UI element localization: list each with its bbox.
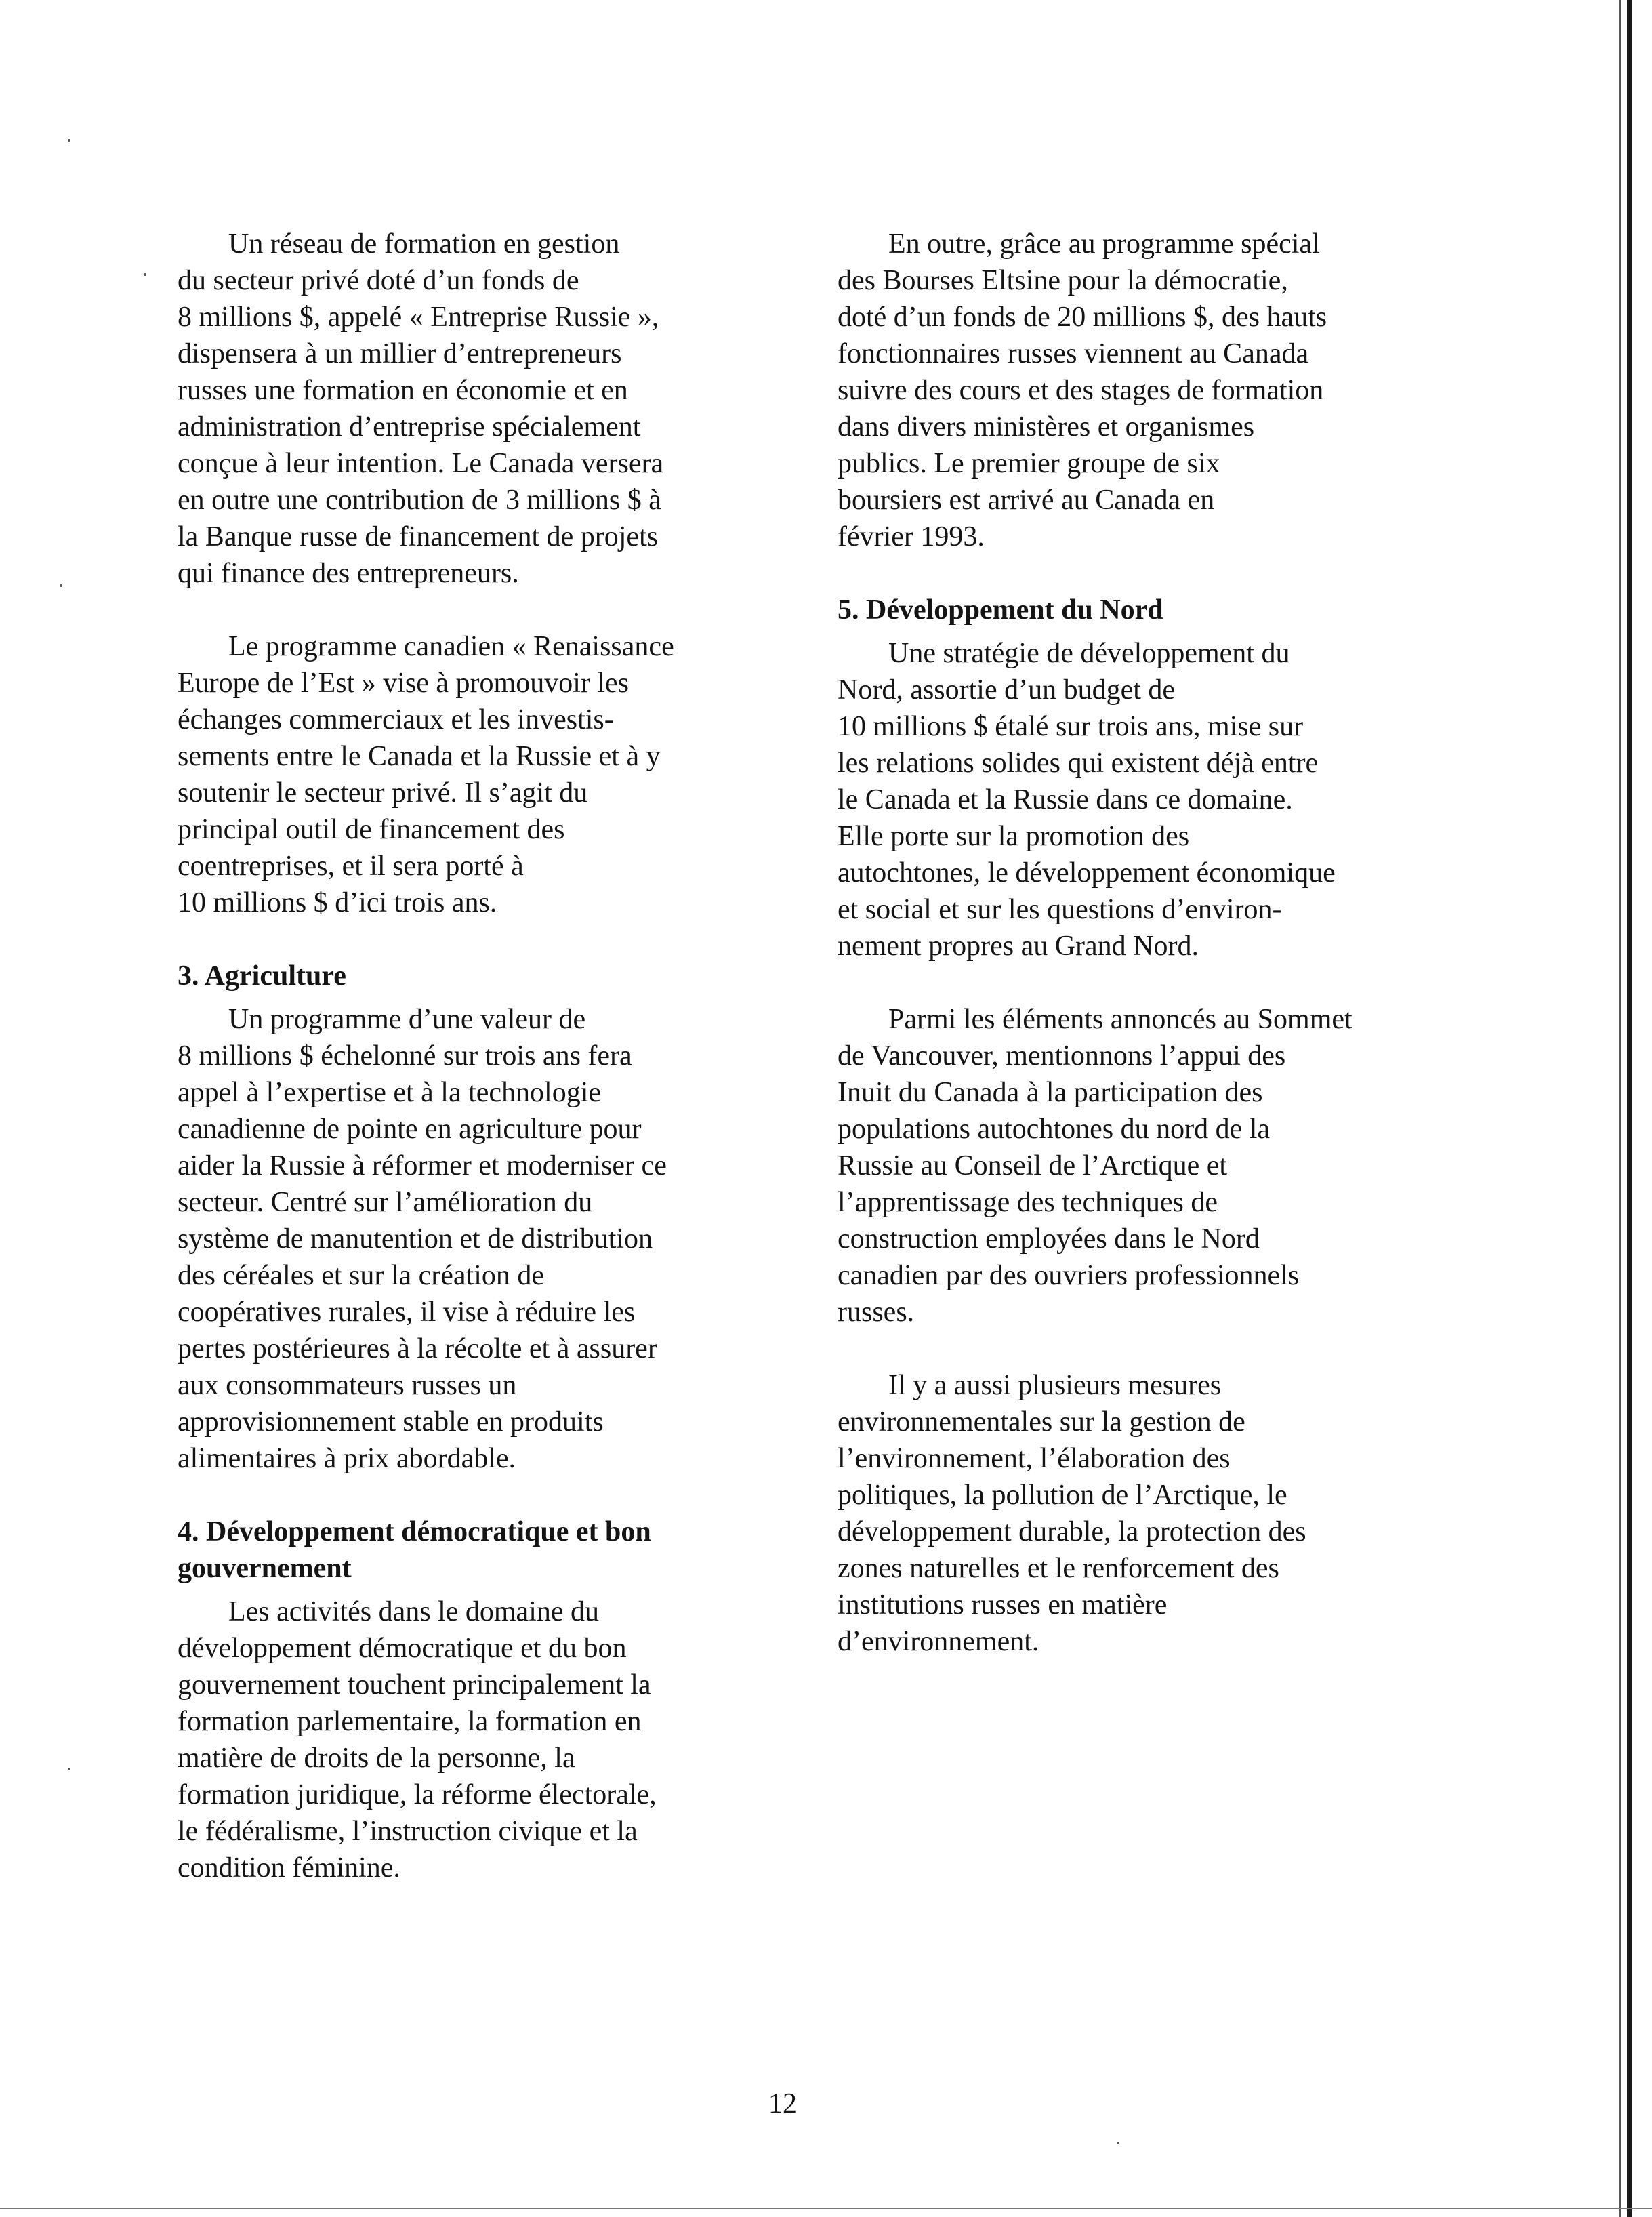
- scan-speck: [1117, 2142, 1119, 2144]
- text-line: aux consommateurs russes un: [178, 1370, 517, 1401]
- scan-bottom-line: [0, 2208, 1652, 2209]
- text-line: le Canada et la Russie dans ce domaine.: [838, 784, 1293, 815]
- text-line: du secteur privé doté d’un fonds de: [178, 265, 579, 296]
- text-line: pertes postérieures à la récolte et à assurer: [178, 1333, 657, 1364]
- text-line: Elle porte sur la promotion des: [838, 821, 1190, 852]
- text-line: développement durable, la protection des: [838, 1516, 1306, 1547]
- text-line: de Vancouver, mentionnons l’appui des: [838, 1040, 1286, 1072]
- text-line: zones naturelles et le renforcement des: [838, 1553, 1279, 1584]
- text-line: Russie au Conseil de l’Arctique et: [838, 1150, 1228, 1181]
- paragraph-democratic-development: [178, 1593, 774, 1886]
- text-line: Un réseau de formation en gestion: [228, 228, 620, 260]
- text-line: formation juridique, la réforme électorale,: [178, 1779, 657, 1810]
- text-line: échanges commerciaux et les investis-: [178, 704, 614, 735]
- text-line: russes une formation en économie et en: [178, 375, 628, 406]
- text-line: Nord, assortie d’un budget de: [838, 674, 1176, 706]
- text-line: canadien par des ouvriers professionnels: [838, 1260, 1300, 1291]
- text-line: coopératives rurales, il vise à réduire les: [178, 1297, 636, 1328]
- scan-speck: [68, 139, 70, 142]
- text-line: soutenir le secteur privé. Il s’agit du: [178, 777, 588, 809]
- text-line: Parmi les éléments annoncés au Sommet: [888, 1004, 1352, 1035]
- paragraph-yeltsin-scholarships: [838, 226, 1434, 555]
- text-line: En outre, grâce au programme spécial: [888, 228, 1320, 260]
- text-line: doté d’un fonds de 20 millions $, des hauts: [838, 302, 1327, 333]
- text-line: en outre une contribution de 3 millions $ à: [178, 485, 661, 516]
- text-line: condition féminine.: [178, 1852, 400, 1884]
- text-line: alimentaires à prix abordable.: [178, 1443, 516, 1474]
- text-line: conçue à leur intention. Le Canada versera: [178, 448, 664, 479]
- text-line: populations autochtones du nord de la: [838, 1114, 1271, 1145]
- text-line: dans divers ministères et organismes: [838, 411, 1255, 443]
- text-line: fonctionnaires russes viennent au Canada: [838, 338, 1309, 369]
- text-line: dispensera à un millier d’entrepreneurs: [178, 338, 622, 369]
- text-line: les relations solides qui existent déjà entre: [838, 748, 1319, 779]
- text-line: Inuit du Canada à la participation des: [838, 1077, 1263, 1108]
- text-line: gouvernement touchent principalement la: [178, 1669, 651, 1701]
- text-line: février 1993.: [838, 521, 985, 552]
- text-line: russes.: [838, 1297, 915, 1328]
- scan-edge-line: [1619, 0, 1621, 2217]
- text-line: l’environnement, l’élaboration des: [838, 1443, 1231, 1474]
- left-column: [178, 226, 774, 1923]
- text-line: et social et sur les questions d’environ-: [838, 894, 1282, 925]
- text-line: matière de droits de la personne, la: [178, 1743, 575, 1774]
- heading-line: gouvernement: [178, 1553, 352, 1584]
- text-line: formation parlementaire, la formation en: [178, 1706, 642, 1737]
- text-line: 10 millions $ d’ici trois ans.: [178, 887, 497, 918]
- text-line: environnementales sur la gestion de: [838, 1406, 1245, 1438]
- text-line: Europe de l’Est » vise à promouvoir les: [178, 668, 629, 699]
- text-line: système de manutention et de distribution: [178, 1223, 653, 1255]
- text-line: aider la Russie à réformer et moderniser ce: [178, 1150, 667, 1181]
- text-line: 10 millions $ étalé sur trois ans, mise sur: [838, 711, 1304, 742]
- text-line: nement propres au Grand Nord.: [838, 931, 1199, 962]
- heading-line: 3. Agriculture: [178, 960, 346, 992]
- text-line: Il y a aussi plusieurs mesures: [888, 1370, 1222, 1401]
- scan-speck: [68, 1768, 70, 1770]
- paragraph-northern-strategy: [838, 635, 1434, 964]
- text-line: secteur. Centré sur l’amélioration du: [178, 1187, 593, 1218]
- text-line: le fédéralisme, l’instruction civique et la: [178, 1816, 638, 1847]
- text-line: publics. Le premier groupe de six: [838, 448, 1220, 479]
- text-line: des Bourses Eltsine pour la démocratie,: [838, 265, 1288, 296]
- scan-speck: [144, 273, 146, 276]
- text-line: 8 millions $ échelonné sur trois ans fera: [178, 1040, 632, 1072]
- section-heading-northern-development: [838, 592, 1434, 628]
- scan-edge-border: [1627, 0, 1632, 2217]
- section-heading-agriculture: [178, 958, 774, 994]
- text-line: approvisionnement stable en produits: [178, 1406, 604, 1438]
- text-line: qui finance des entrepreneurs.: [178, 558, 519, 589]
- text-line: construction employées dans le Nord: [838, 1223, 1260, 1255]
- text-line: développement démocratique et du bon: [178, 1633, 627, 1664]
- paragraph-environmental-measures: [838, 1367, 1434, 1660]
- text-line: la Banque russe de financement de projets: [178, 521, 659, 552]
- page-number: 12: [768, 2088, 797, 2119]
- text-line: Le programme canadien « Renaissance: [228, 631, 674, 662]
- text-line: Un programme d’une valeur de: [228, 1004, 586, 1035]
- section-heading-democratic-development: [178, 1513, 774, 1587]
- text-line: l’apprentissage des techniques de: [838, 1187, 1218, 1218]
- text-line: des céréales et sur la création de: [178, 1260, 545, 1291]
- text-line: suivre des cours et des stages de formation: [838, 375, 1324, 406]
- paragraph-vancouver-summit: [838, 1001, 1434, 1330]
- heading-line: 5. Développement du Nord: [838, 594, 1163, 626]
- text-line: politiques, la pollution de l’Arctique, le: [838, 1480, 1287, 1511]
- text-line: appel à l’expertise et à la technologie: [178, 1077, 602, 1108]
- text-line: autochtones, le développement économique: [838, 857, 1336, 889]
- scan-speck: [60, 584, 62, 587]
- text-line: principal outil de financement des: [178, 814, 565, 845]
- text-line: canadienne de pointe en agriculture pour: [178, 1114, 642, 1145]
- text-line: boursiers est arrivé au Canada en: [838, 485, 1215, 516]
- right-column: [838, 226, 1434, 1696]
- paragraph-renaissance: [178, 628, 774, 921]
- text-line: sements entre le Canada et la Russie et à y: [178, 741, 661, 772]
- text-line: institutions russes en matière: [838, 1589, 1168, 1621]
- text-line: d’environnement.: [838, 1626, 1039, 1657]
- text-line: Les activités dans le domaine du: [228, 1596, 600, 1627]
- paragraph-agriculture: [178, 1001, 774, 1477]
- text-line: administration d’entreprise spécialement: [178, 411, 641, 443]
- text-line: coentreprises, et il sera porté à: [178, 851, 524, 882]
- text-line: 8 millions $, appelé « Entreprise Russie »,: [178, 302, 659, 333]
- paragraph-enterprise-russia: [178, 226, 774, 592]
- text-line: Une stratégie de développement du: [888, 638, 1290, 669]
- heading-line: 4. Développement démocratique et bon: [178, 1516, 651, 1547]
